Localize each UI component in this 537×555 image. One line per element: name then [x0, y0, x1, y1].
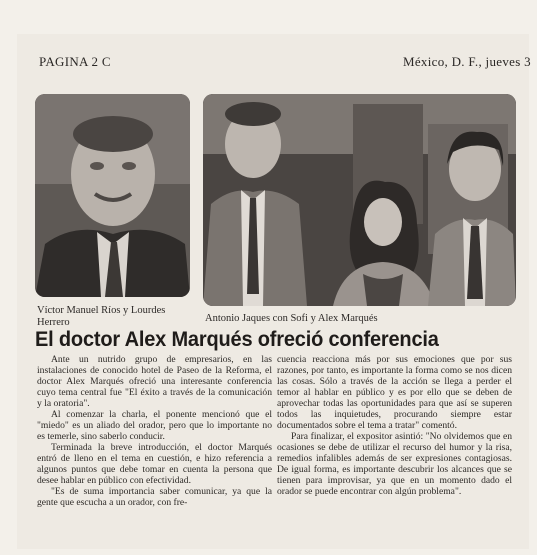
photo-caption-left: Víctor Manuel Ríos y Lourdes Herrero	[37, 305, 166, 328]
dateline: México, D. F., jueves 3	[403, 54, 531, 69]
article-headline: El doctor Alex Marqués ofreció conferencia	[35, 327, 439, 351]
photo-group	[203, 94, 516, 306]
page-number: PAGINA 2 C	[39, 54, 111, 69]
paragraph: "Es de suma importancia saber comunicar, ya que la gente que escucha a un orador, con fre-	[37, 486, 272, 508]
photo-portrait-man	[35, 94, 190, 297]
photo-caption-right: Antonio Jaques con Sofi y Alex Marqués	[205, 313, 378, 324]
paragraph: Al comenzar la charla, el ponente mencionó que el "miedo" es un aliado del orador, pero que lo importante no es temerle, sino saberlo conducir.	[37, 409, 272, 442]
article-column-right	[277, 354, 512, 497]
paragraph: Para finalizar, el expositor asintió: "No olvidemos que en ocasiones se debe de utilizar el recurso del humor y la risa, remedios infalibles además de ser expresiones contagiosas. De igual forma, es importante descubrir los alcances que se tienen para improvisar, ya que en un momento dado el orador se puede encontrar con algún problema".	[277, 431, 512, 497]
newspaper-page	[17, 34, 529, 549]
paragraph: Terminada la breve introducción, el doctor Marqués entró de lleno en el tema en cuestión, e hizo referencia a algunos puntos que debe tomar en cuenta la persona que desee hablar en público con efectividad.	[37, 442, 272, 486]
paragraph-continued: cuencia reacciona más por sus emociones que por sus razones, por tanto, es importante la forma como se nos dicen las cosas. Sólo a través de la acción se llega a perder el temor al hablar en público y es por ello que se deben de aprovechar todas las oportunidades para que así se superen todos las inquietudes, procurando siempre estar documentados sobre el tema a tratar" comentó.	[277, 354, 512, 431]
paragraph: Ante un nutrido grupo de empresarios, en las instalaciones de conocido hotel de Paseo de la Reforma, el doctor Alex Marqués ofreció una interesante conferencia cuyo tema central fue "El éxito a través de la comunicación y la oratoria".	[37, 354, 272, 409]
article-column-left	[37, 354, 272, 508]
